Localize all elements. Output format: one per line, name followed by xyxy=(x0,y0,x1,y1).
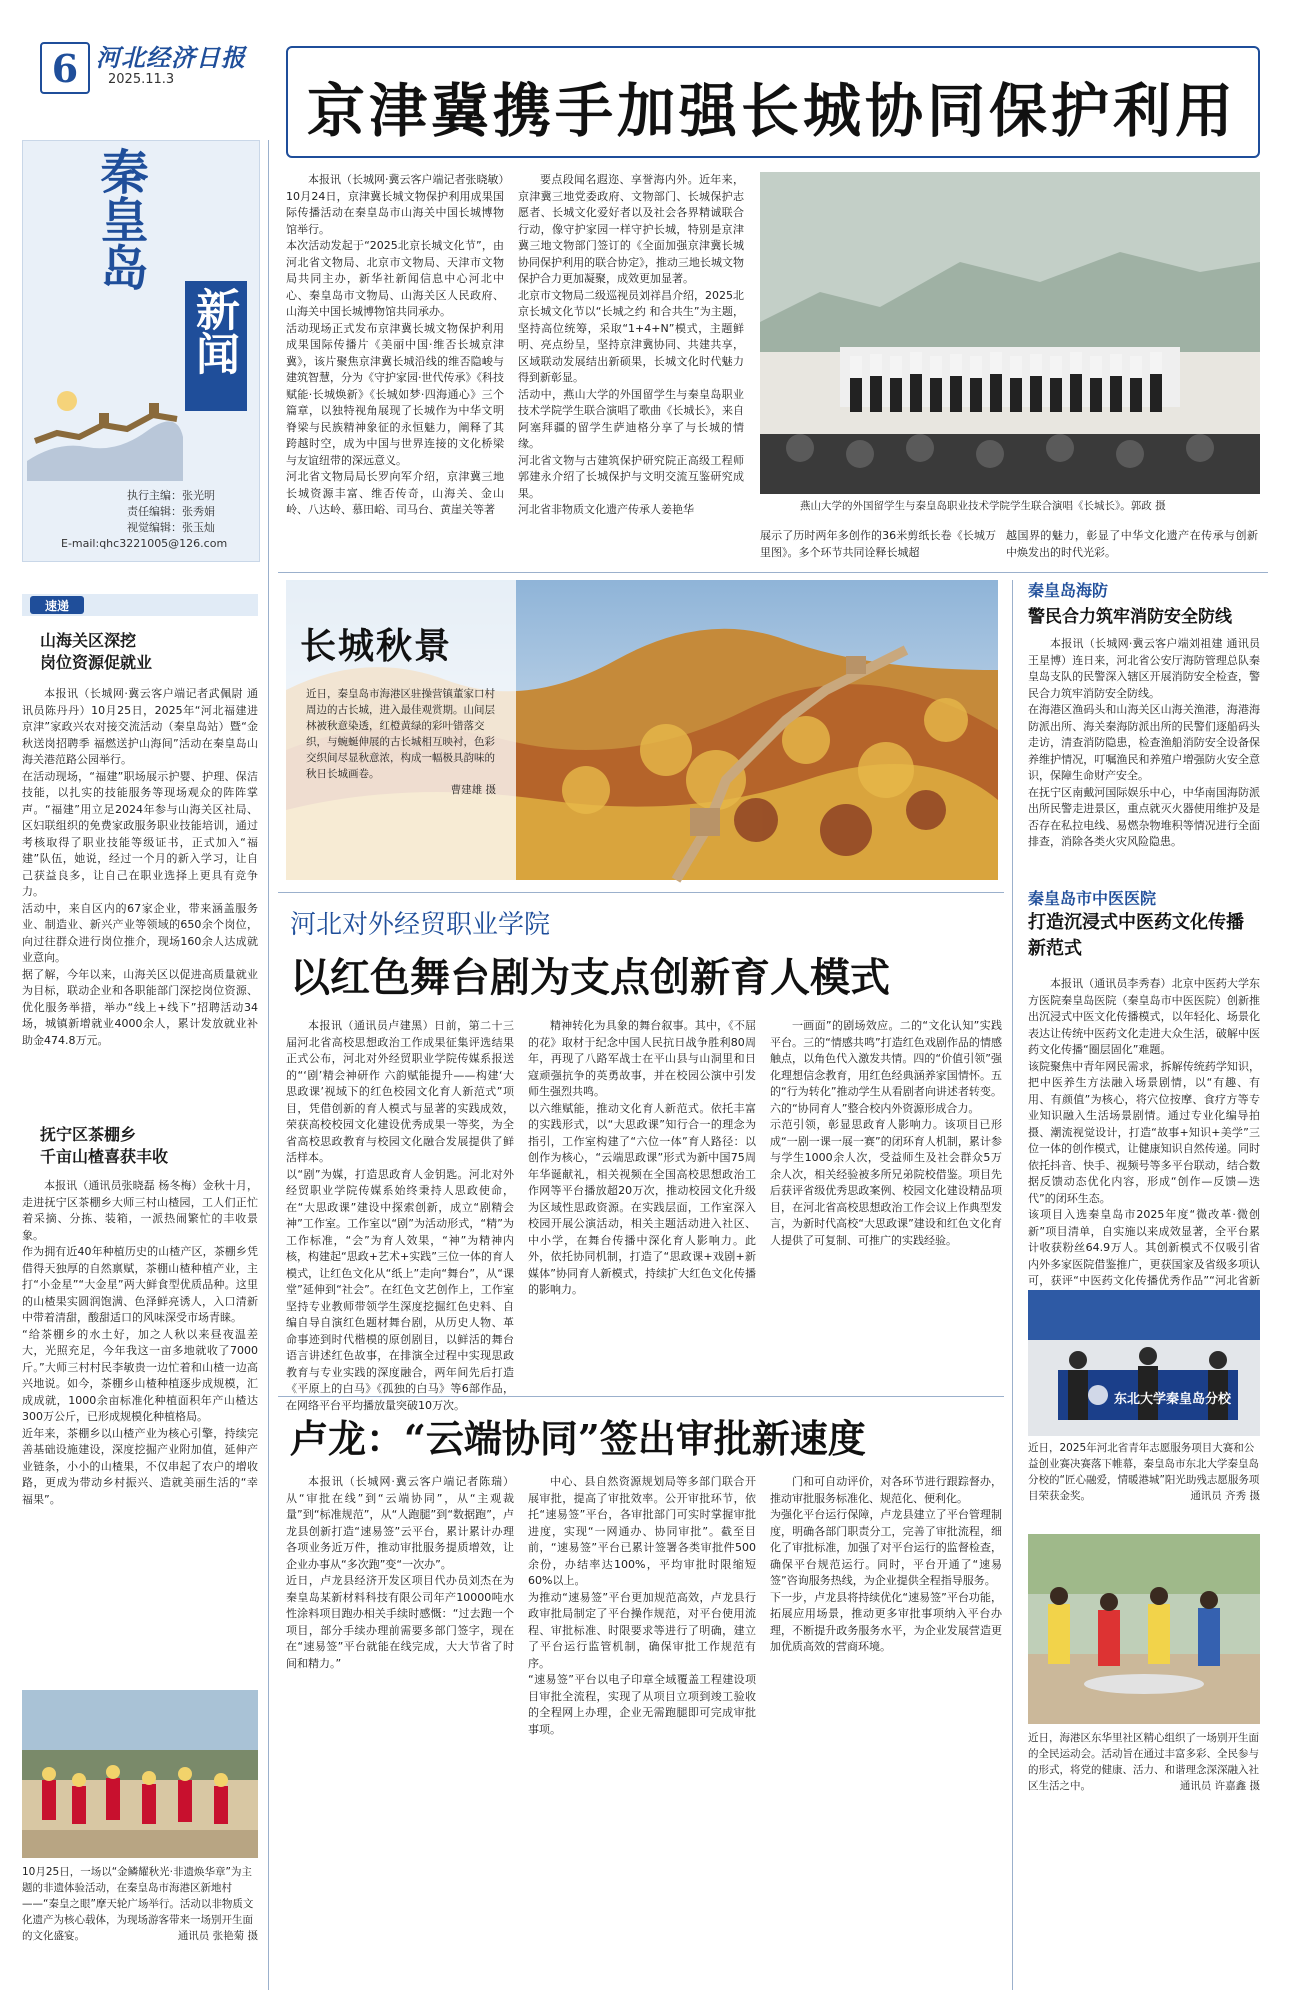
section-name: 新闻 xyxy=(188,287,239,375)
masthead xyxy=(0,0,1298,145)
autumn-caption-text: 近日，秦皇岛市海港区驻操营镇董家口村周边的古长城，进入最佳观赏期。山间层林被秋意染透，红橙黄绿的彩叶错落交织，与蜿蜒伸展的古长城相互映衬，色彩交织间尽显秋意浓，构成一幅极具韵味的秋日长城画卷。 xyxy=(306,688,495,780)
community-caption-text: 近日，海港区东华里社区精心组织了一场别开生面的全民运动会。活动旨在通过丰富多彩、全民参与的形式，将党的健康、活力、和谐理念深深融入社区生活之中。 xyxy=(1028,1732,1259,1792)
heritage-photo xyxy=(22,1690,258,1858)
volunteer-photo-caption xyxy=(1028,1440,1260,1528)
lead-column-1: 本报讯（长城网·冀云客户端记者张晓敏）10月24日，京津冀长城文物保护利用成果国际传播活动在秦皇岛市山海关中国长城博物馆举行。 本次活动发起于“2025北京长城文化节”，由河北省文物局、北京市文物局、天津市文物局共同主办，新华社新闻信息中心河北中心、秦皇岛市文物局、山海关区人民政府、山海关中国长城博物馆共同承办。 活动现场正式发布京津冀长城文物保护利用成果国际传播片《美丽中国·维否长城京津冀》，该片聚焦京津冀长城沿线的维否隐峻与建筑智慧，分为《守护家园·世代传承》《科技赋能·长城焕新》《长城如梦·四海通心》三个篇章，以独特视角展现了长城作为中华文明脊梁与民族精神象征的永恒魅力，阐释了其跨越时空，成为中国与世界连接的文化桥梁与友谊纽带的深远意义。 河北省文物局局长罗向军介绍，京津冀三地长城资源丰富、维否传奇，山海关、金山岭、八达岭、慕田峪、司马台、黄崖关等著 xyxy=(286,173,504,516)
volunteer-photo xyxy=(1028,1290,1260,1436)
lead-after-photo-1: 展示了历时两年多创作的36米剪纸长卷《长城万里图》。多个环节共同诠释长城超 xyxy=(760,529,996,559)
college-column-2: 精神转化为具象的舞台叙事。其中，《不屈的花》取材于纪念中国人民抗日战争胜利80周年，再现了八路军战士在平山县与山洞里和日寇顽强抗争的英勇故事，并在校园公演中引发师生强烈共鸣。 以六维赋能，推动文化育人新范式。依托丰富的实践形式，以“大思政课”知行合一的理念为指引，工作室构建了“六位一体”育人路径：以创作为核心，“云端思政课”形式为新中国75周年华诞献礼，相关视频在全国高校思想政治工作网等平台播放超20万次，推动校园文化升级为区域性思政资源。在实践层面，工作室深入校园开展公演活动，相关主题活动进入社区、中小学，在舞台传播中深化育人影响力。此外，依托协同机制，打造了“思政课+戏剧+新媒体”协同育人新模式，持续扩大红色文化传播的影响力。 xyxy=(528,1019,756,1296)
editor-credit-2: 责任编辑：张秀娟 xyxy=(127,505,215,518)
sidebar-divider xyxy=(268,140,269,1990)
brief-1-body: 本报讯（长城网·冀云客户端记者武佩尉 通讯员陈丹丹）10月25日，2025年“河北福建进京津”家政兴农对接交流活动（秦皇岛站）暨“金秋送岗招聘季 福燃送护山海间”活动在秦皇岛山海关港范路公园举行。 在活动现场，“福建”职场展示护婴、护理、保洁技能，以扎实的技能服务等现场观众的阵阵掌声。“福建”用立足2024年参与山海关区社局、区妇联组织的免费家政服务职业技能培训，通过考核取得了职业技能等级证书，正式加入“福建”队伍，她说，经过一个月的新入学习，让自己获益良多，让自己在职业选择上更具有竞争力。 活动中，来自区内的67家企业，带来涵盖服务业、制造业、新兴产业等领域的650余个岗位，向过往群众进行岗位推介，现场160余人达成就业意向。 据了解，今年以来，山海关区以促进高质量就业为目标，联动企业和各职能部门深挖岗位资源、优化服务举措，举办“线上+线下”招聘活动34场，城镇新增就业4000余人，累计发放就业补助金474.8万元。 xyxy=(22,687,258,1047)
brief-label: 速递 xyxy=(44,599,69,613)
page-number-box xyxy=(40,42,90,94)
lead-photo-caption: 燕山大学的外国留学生与秦皇岛职业技术学院学生联合演唱《长城长》。郭政 摄 xyxy=(800,500,1166,512)
section-name-box xyxy=(185,281,247,411)
lulong-headline: 卢龙：“云端协同”签出审批新速度 xyxy=(290,1416,866,1461)
brief-2-body: 本报讯（通讯员张晓磊 杨冬梅）金秋十月，走进抚宁区茶棚乡大师三村山楂园，工人们正忙着采摘、分拣、装箱，一派热闹繁忙的丰收景象。 作为拥有近40年种植历史的山楂产区，茶棚乡凭借得天独厚的自然禀赋，茶棚山楂种植产业，主打“小金星”“大金星”两大鲜食型优质品种。这里的山楂果实圆润饱满、色泽鲜亮诱人，入口清新中带着清甜，酸甜适口的风味深受市场青睐。 “给茶棚乡的水土好，加之人秋以来昼夜温差大，光照充足，今年我这一亩多地就收了7000斤。”大师三村村民李敏贵一边忙着和山楂一边高兴地说。如今，茶棚乡山楂种植逐步成规模，汇成成就，1000余亩标准化种植面积年产山楂达300万公斤，已形成规模化种植格局。 近年来，茶棚乡以山楂产业为核心引擎，持续完善基础设施建设，深度挖掘产业附加值，延伸产业链条，小小的山楂果，不仅串起了农户的增收路，更成为带动乡村振兴、造就美丽生活的“幸福果”。 xyxy=(22,1179,258,1506)
autumn-title: 长城秋景 xyxy=(300,625,453,667)
college-top-rule xyxy=(278,892,1004,893)
editor-credit-1: 执行主编：张光明 xyxy=(127,489,215,502)
lulong-column-3: 门和可自动评价，对各环节进行跟踪督办，推动审批服务标准化、规范化、便利化。 为强化平台运行保障，卢龙县建立了平台管理制度，明确各部门职责分工，完善了审批流程，细化了审批标准，加强了对平台运行的监督检查，确保平台规范运行。同时，平台开通了“速易签”咨询服务热线，为企业提供全程指导服务。 下一步，卢龙县将持续优化“速易签”平台功能，拓展应用场景，推动更多审批事项纳入平台办理，不断提升政务服务水平，为企业发展营造更加优质高效的营商环境。 xyxy=(770,1475,1002,1653)
volunteer-banner-text: 东北大学秦皇岛分校 xyxy=(1114,1392,1232,1407)
section-region: 秦皇岛 xyxy=(92,147,148,291)
lulong-column-1: 本报讯（长城网·冀云客户端记者陈瑞）从“审批在线”到“云端协同”，从“主观裁量”到“标准规范”，从“人跑腿”到“数据跑”，卢龙县创新打造“速易签”云平台，累计累计办理各项业务近万件，推动审批服务提质增效，让企业办事从“多次跑”变“一次办”。 近日，卢龙县经济开发区项目代办员刘杰在为秦皇岛某新材料科技有限公司年产10000吨水性涂料项目跑办相关手续时感慨：“过去跑一个项目，部分手续办理前需要多部门签字，现在在“速易签”平台就能在线完成，大大节省了时间和精力。” xyxy=(286,1475,514,1670)
page-number: 6 xyxy=(51,46,79,91)
lulong-column-2: 中心、县自然资源规划局等多部门联合开展审批，提高了审批效率。公开审批环节，依托“速易签”平台，各审批部门可实时掌握审批进度，实现“一网通办、协同审批”。截至目前，“速易签”平台已累计签署各类审批件500余份，办结率达100%，平均审批时限缩短60%以上。 为推动“速易签”平台更加规范高效，卢龙县行政审批局制定了平台操作规范，对平台使用流程、审批标准、时限要求等进行了明确，建立了平台运行监管机制，确保审批工作规范有序。 “速易签”平台以电子印章全域覆盖工程建设项目审批全流程，实现了从项目立项到竣工验收的全程网上办理，企业无需跑腿即可完成审批事项。 xyxy=(528,1475,756,1736)
tcm-body: 本报讯（通讯员李秀春）北京中医药大学东方医院秦皇岛医院（秦皇岛市中医医院）创新推出沉浸式中医文化传播模式，以年轻化、场景化表达让传统中医药文化走进大众生活，破解中医药文化传播“圈层固化”难题。 该院聚焦中青年网民需求，拆解传统药学知识，把中医养生方法融入场景剧情，以“有趣、有用、有颜值”为核心，将穴位按摩、食疗方等专业知识融入生活场景剧情。通过专业化编导拍摄、潮流视觉设计，打造“故事+知识+美学”三位一体的创作模式，让健康知识自然传递。同时依托抖音、快手、视频号等多平台联动，结合数据反馈动态优化内容，形成“创作—反馈—迭代”的闭环生态。 该项目入选秦皇岛市2025年度“微改革·微创新”项目清单，自实施以来成效显著，全平台累计收获粉丝64.9万人。其创新模式不仅吸引省内外多家医院借鉴推广，更获国家及省级多项认可，获评“中医药文化传播优秀作品”“河北省新 xyxy=(1028,977,1260,1287)
college-column-3: 一画面”的剧场效应。二的“文化认知”实践平台。三的“情感共鸣”打造红色戏剧作品的情感触点，以角色代入激发共情。四的“价值引领”强化理想信念教育，用红色经典涵养家国情怀。五的“行为转化”推动学生从看剧者向讲述者转变。六的“协同育人”整合校内外资源形成合力。 示范引领，彰显思政育人影响力。该项目已形成“一剧一课一展一赛”的闭环育人机制，累计参与学生1000余人次，受益师生及社会群众5万余人次，相关经验被多所兄弟院校借鉴。项目先后获评省级优秀思政案例、校园文化建设精品项目，在河北省高校思想政治工作会议上作典型发言，为新时代高校“大思政课”建设和红色文化育人提供了可复制、可推广的实践经验。 xyxy=(770,1019,1002,1247)
brief-2-headline-line-2: 千亩山楂喜获丰收 xyxy=(40,1147,169,1166)
lead-bottom-rule xyxy=(278,572,1268,573)
community-sports-photo xyxy=(1028,1534,1260,1724)
heritage-caption-credit: 通讯员 张艳菊 摄 xyxy=(177,1930,258,1942)
community-sports-caption xyxy=(1028,1730,1260,1850)
lead-headline: 京津冀携手加强长城协同保护利用 xyxy=(306,77,1237,145)
tcm-headline: 打造沉浸式中医药文化传播新范式 xyxy=(1028,912,1244,959)
lead-after-photo-2: 越国界的魅力，彰显了中华文化遗产在传承与创新中焕发出的时代光彩。 xyxy=(1006,529,1258,559)
autumn-caption-credit: 曹建雄 摄 xyxy=(450,784,496,796)
heritage-caption-text: 10月25日，一场以“金鳞耀秋光·非遗焕华章”为主题的非遗体验活动，在秦皇岛市海港区新地村——“秦皇之眼”摩天轮广场举行。活动以非物质文化遗产为核心载体，为现场游客带来一场别开生面的文化盛宴。 xyxy=(22,1866,254,1942)
brief-2-headline-line-1: 抚宁区茶棚乡 xyxy=(40,1125,137,1144)
brief-1-headline xyxy=(40,630,250,674)
brief-label-tab xyxy=(30,596,84,614)
fire-headline: 警民合力筑牢消防安全防线 xyxy=(1028,607,1232,627)
tcm-kicker: 秦皇岛市中医医院 xyxy=(1028,889,1157,908)
lead-column-2: 要点段闻名遐迩、享誉海内外。近年来，京津冀三地党委政府、文物部门、长城保护志愿者、长城文化爱好者以及社会各界精诚联合行动，像守护家园一样守护长城，特别是京津冀三地文物部门签订的《全面加强京津冀长城协同保护利用的联合协定》，推动三地长城文物保护合力更加凝聚，成效更加显著。 北京市文物局二级巡视员刘祥昌介绍，2025北京长城文化节以“长城之约 和合共生”为主题，坚持高位统筹，采取“1+4+N”模式，主题鲜明、亮点纷呈，坚持京津冀协同、共建共享，区域联动发展结出新硕果，长城文化时代魅力得到新彰显。 活动中，燕山大学的外国留学生与秦皇岛职业技术学院学生联合演唱了歌曲《长城长》，来自阿塞拜疆的留学生萨迪格分享了与长城的情缘。 河北省文物与古建筑保护研究院正高级工程师郭建永介绍了长城保护与文明交流互鉴研究成果。 河北省非物质文化遗产传承人姜艳华 xyxy=(518,173,744,516)
college-column-1: 本报讯（通讯员卢建黑）日前，第二十三届河北省高校思想政治工作成果征集评选结果正式公布，河北对外经贸职业学院传媒系报送的“‘剧’精会神研作 六韵赋能提升——构建‘大思政课’视域下的红色校园文化育人新范式”项目，凭借创新的育人模式与显著的实践成效，荣获高校校园文化建设优秀成果一等奖，为全省高校思政教育与校园文化融合发展提供了鲜活样本。 以“剧”为媒，打造思政育人金钥匙。河北对外经贸职业学院传媒系始终秉持人思政使命，在“大思政课”建设中探索创新，成立“剧精会神”工作室。工作室以“剧”为活动形式，“精”为工作标准，“会”为育人效果，“神”为精神内核，构建起“思政+艺术+实践”三位一体的育人模式，让红色文化从“纸上”走向“舞台”，从“课堂”延伸到“社会”。在红色文艺创作上，工作室坚持专业教师带领学生深度挖掘红色史料、自编自导自演红色题材舞台剧，从历史人物、革命事迹到时代楷模的原创剧目，以鲜活的舞台语言讲述红色故事，在排演全过程中实现思政教育与专业实践的深度融合，两年间先后打造《平原上的白马》《孤独的白马》等6部作品，在网络平台平均播放量突破10万次。 xyxy=(286,1019,514,1412)
fire-kicker: 秦皇岛海防 xyxy=(1028,581,1109,600)
volunteer-caption-text: 近日，2025年河北省青年志愿服务项目大赛和公益创业赛决赛落下帷幕，秦皇岛市东北大学秦皇岛分校的“匠心融爱，情暖港城”阳光助残志愿服务项目荣获金奖。 xyxy=(1028,1442,1260,1502)
brief-1-headline-line-1: 山海关区深挖 xyxy=(40,631,137,650)
section-sidebar xyxy=(22,140,260,562)
paper-name: 河北经济日报 xyxy=(96,43,246,72)
brief-label-bar xyxy=(22,594,258,616)
community-caption-credit: 通讯员 许嘉鑫 摄 xyxy=(1179,1780,1260,1792)
heritage-photo-caption xyxy=(22,1864,258,1994)
editor-credit-3: 视觉编辑：张玉灿 xyxy=(127,521,215,534)
lulong-top-rule xyxy=(278,1396,1004,1397)
brief-2-headline xyxy=(40,1124,250,1168)
college-kicker: 河北对外经贸职业学院 xyxy=(290,910,551,940)
brief-1-headline-line-2: 岗位资源促就业 xyxy=(40,653,153,672)
lead-photo xyxy=(760,172,1260,520)
lead-headline-box xyxy=(286,46,1260,158)
section-email[interactable]: E-mail:qhc3221005@126.com xyxy=(61,537,228,550)
fire-body: 本报讯（长城网·冀云客户端刘祖建 通讯员王星博）连日来，河北省公安厅海防管理总队秦皇岛支队的民警深入辖区开展消防安全检查，警民合力筑牢消防安全防线。 在海港区渔码头和山海关区山海关渔港，海港海防派出所、海关秦海防派出所的民警们逐船码头走访，清查消防隐患，检查渔船消防安全设备保养维护情况，叮嘱渔民和养殖户增强防火安全意识，保障生命财产安全。 在抚宁区南戴河国际娱乐中心，中华南国海防派出所民警走进景区，重点就灭火器使用维护及是否存在私拉电线、易燃杂物堆积等情况进行全面排查，消除各类火灾风险隐患。 xyxy=(1028,637,1260,848)
great-wall-illustration xyxy=(27,381,183,481)
autumn-caption xyxy=(306,686,496,866)
issue-date: 2025.11.3 xyxy=(108,72,175,87)
volunteer-caption-credit: 通讯员 齐秀 摄 xyxy=(1190,1490,1260,1502)
right-column-divider xyxy=(1012,580,1013,1990)
college-headline: 以红色舞台剧为支点创新育人模式 xyxy=(290,954,890,1001)
autumn-photo xyxy=(286,580,998,880)
